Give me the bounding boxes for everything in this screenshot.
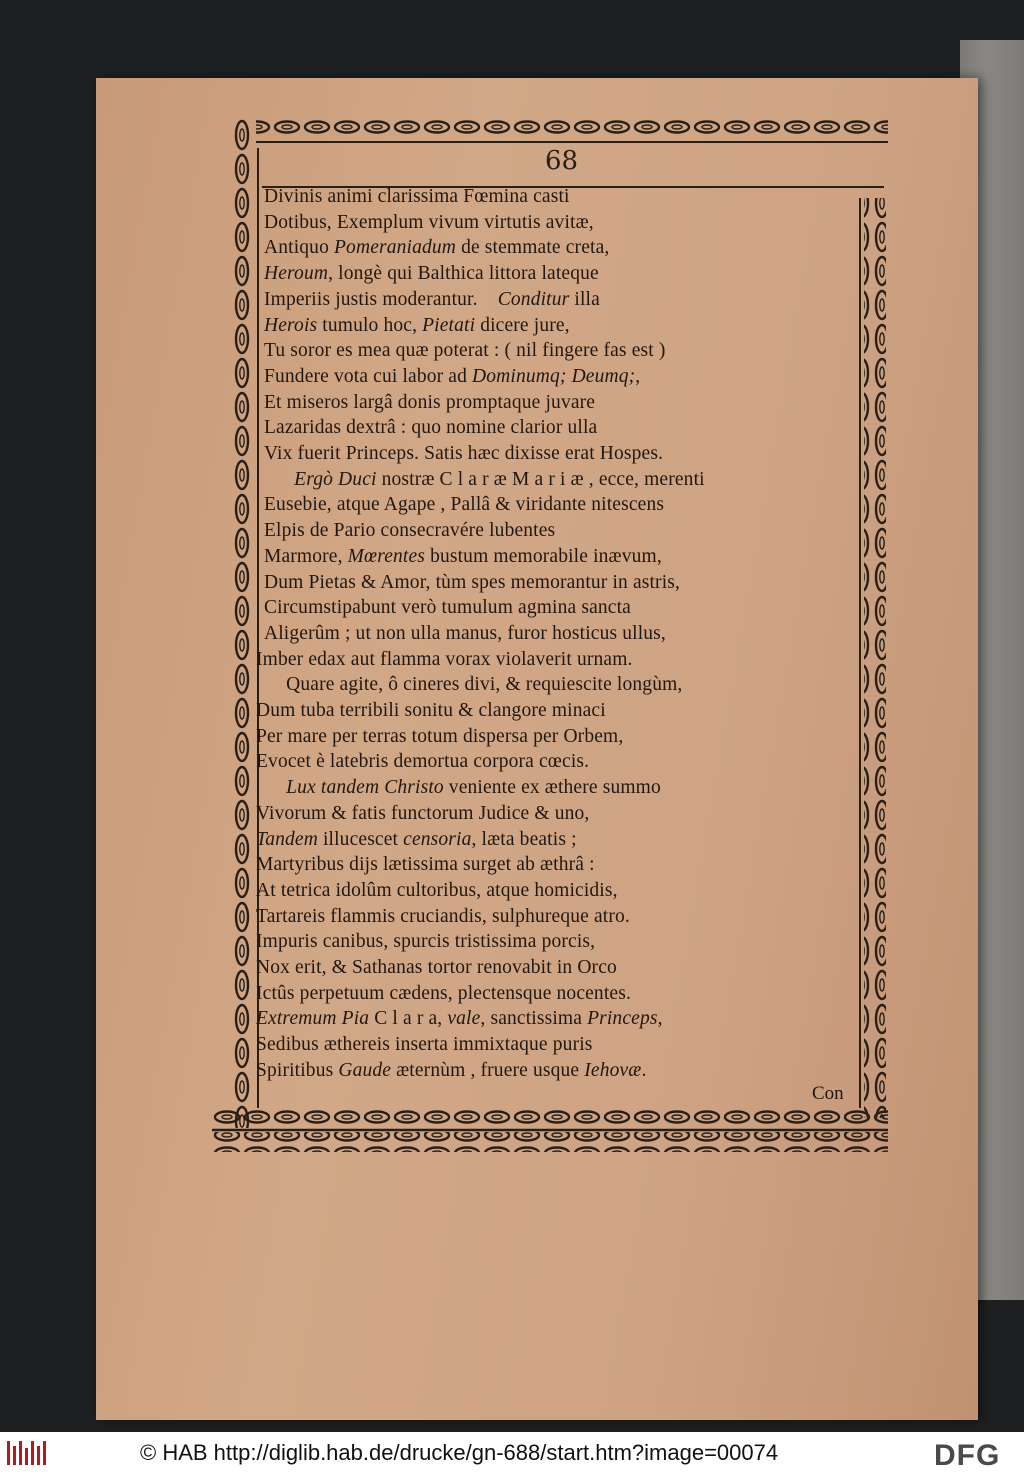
verse-line: Elpis de Pario consecravére lubentes	[264, 520, 556, 542]
verse-line: Dum tuba terribili sonitu & clangore minaci	[256, 700, 606, 721]
verse-line: Ictûs perpetuum cædens, plectensque nocentes.	[256, 982, 631, 1004]
verse-line: At tetrica idolûm cultoribus, atque homicidis,	[256, 879, 618, 901]
verse-line: Tu soror es mea quæ poterat : ( nil fingere fas est )	[264, 340, 666, 362]
verse-line: Extremum Pia C l a r a, vale, sanctissima Princeps,	[256, 1008, 663, 1030]
verse-line: Sedibus æthereis inserta immixtaque puris	[256, 1034, 593, 1056]
verse-line: Lux tandem Christo veniente ex æthere summo	[286, 777, 661, 799]
verse-line: Evocet è latebris demortua corpora cœcis.	[256, 751, 590, 773]
verse-line: Herois tumulo hoc, Pietati dicere jure,	[264, 314, 570, 336]
verse-line: Aligerûm ; ut non ulla manus, furor hosticus ullus,	[264, 622, 666, 644]
verse-line: Nox erit, & Sathanas tortor renovabit in Orco	[256, 957, 617, 978]
verse-line: Spiritibus Gaude æternùm , fruere usque Iehovæ.	[256, 1059, 647, 1081]
verse-line: Heroum, longè qui Balthica littora lateque	[264, 263, 599, 285]
verse-line: Circumstipabunt verò tumulum agmina sancta	[264, 597, 631, 619]
verse-line: Fundere vota cui labor ad Dominumq; Deumq;,	[264, 365, 641, 387]
verse-line: Tandem illucescet censoria, læta beatis ;	[256, 828, 577, 850]
verse-line: Antiquo Pomeraniadum de stemmate creta,	[264, 237, 610, 259]
verse-line: Dotibus, Exemplum vivum virtutis avitæ,	[264, 211, 594, 233]
verse-line: Per mare per terras totum dispersa per Orbem,	[256, 725, 624, 747]
verse-line: Vivorum & fatis functorum Judice & uno,	[256, 802, 590, 824]
verse-line: Martyribus dijs lætissima surget ab æthrâ :	[256, 854, 595, 876]
verse-line: Et miseros largâ donis promptaque juvare	[264, 391, 596, 413]
verse-line: Vix fuerit Princeps. Satis hæc dixisse erat Hospes.	[264, 443, 664, 464]
footer-bar	[0, 1432, 1024, 1475]
verse-line: Imperiis justis moderantur. Conditur illa	[264, 288, 600, 310]
verse-line: Impuris canibus, spurcis tristissima porcis,	[256, 931, 596, 953]
verse-line: Eusebie, atque Agape , Pallâ & viridante nitescens	[264, 494, 665, 516]
catchword: Con	[812, 1083, 844, 1104]
verse-line: Dum Pietas & Amor, tùm spes memorantur in astris,	[264, 571, 681, 593]
verse-line: Quare agite, ô cineres divi, & requiescite longùm,	[256, 674, 683, 696]
verse-line: Imber edax aut flamma vorax violaverit urnam.	[256, 648, 633, 670]
page-number: 68	[545, 146, 579, 176]
verse-line: Tartareis flammis cruciandis, sulphureque atro.	[256, 905, 630, 927]
verse-line: Ergò Duci nostræ C l a r æ M a r i æ , ecce, merenti	[294, 468, 705, 490]
verse-line: Marmore, Mœrentes bustum memorabile inævum,	[264, 545, 662, 567]
copyright-link[interactable]: © HAB http://diglib.hab.de/drucke/gn-688/start.htm?image=00074	[140, 1440, 779, 1465]
verse-line: Lazaridas dextrâ : quo nomine clarior ulla	[264, 417, 598, 439]
dfg-logo: DFG	[934, 1439, 1001, 1472]
hab-barcode-logo-icon	[6, 1438, 48, 1468]
verse-line: Divinis animi clarissima Fœmina casti	[264, 186, 570, 207]
